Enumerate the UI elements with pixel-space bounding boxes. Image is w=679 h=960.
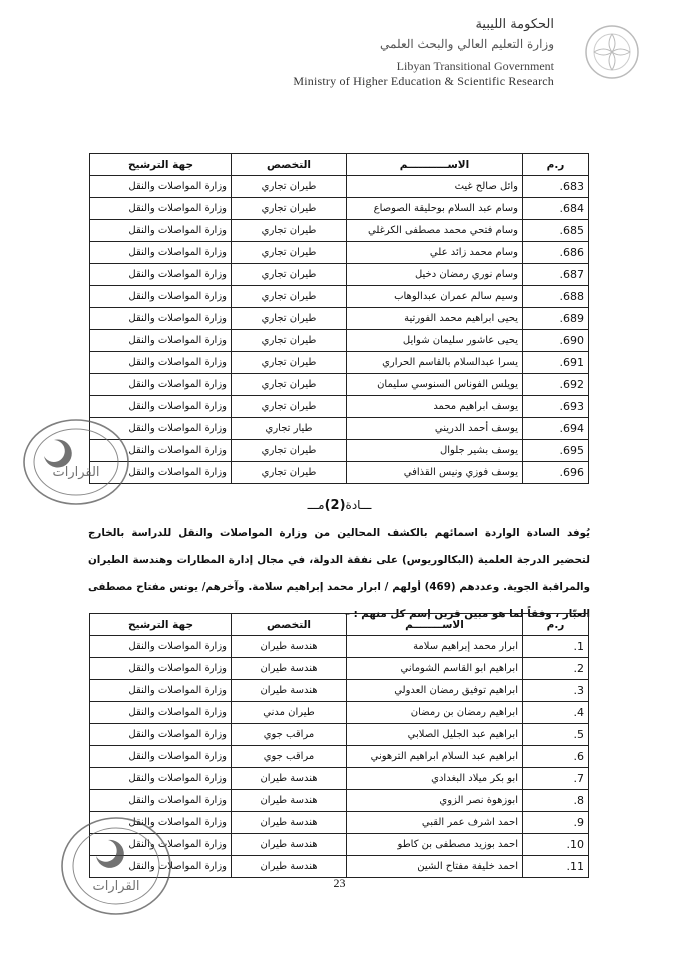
row-name: يوسف فوزي ونيس القذافي <box>347 462 523 484</box>
row-specialization: طيران تجاري <box>232 220 347 242</box>
table-row <box>90 352 589 374</box>
row-num: .688 <box>523 286 589 308</box>
row-specialization: طيران تجاري <box>232 352 347 374</box>
row-name: ابو بكر ميلاد البغدادي <box>347 768 523 790</box>
row-num: .684 <box>523 198 589 220</box>
row-name: ابراهيم رمضان بن رمضان <box>347 702 523 724</box>
row-name: يوسف ابراهيم محمد <box>347 396 523 418</box>
row-specialization: طيران تجاري <box>232 462 347 484</box>
table-row <box>90 220 589 242</box>
row-specialization: مراقب جوي <box>232 724 347 746</box>
row-name: احمد اشرف عمر القبي <box>347 812 523 834</box>
row-name: احمد خليفة مفتاح الشين <box>347 856 523 878</box>
header-name: الاســــــــم <box>347 614 523 636</box>
row-specialization: هندسة طيران <box>232 768 347 790</box>
row-nominating-body: وزارة المواصلات والنقل <box>90 746 232 768</box>
row-num: .687 <box>523 264 589 286</box>
header-specialization: التخصص <box>232 614 347 636</box>
row-specialization: مراقب جوي <box>232 746 347 768</box>
row-specialization: هندسة طيران <box>232 790 347 812</box>
row-num: .683 <box>523 176 589 198</box>
row-specialization: طيران تجاري <box>232 330 347 352</box>
row-specialization: طيران مدني <box>232 702 347 724</box>
row-num: .695 <box>523 440 589 462</box>
row-nominating-body: وزارة المواصلات والنقل <box>90 352 232 374</box>
official-seal-icon <box>56 808 178 920</box>
row-nominating-body: وزارة المواصلات والنقل <box>90 812 232 834</box>
row-nominating-body: وزارة المواصلات والنقل <box>90 768 232 790</box>
header-num: ر.م <box>523 154 589 176</box>
row-nominating-body: وزارة المواصلات والنقل <box>90 308 232 330</box>
row-name: يحيى ابراهيم محمد الفورتية <box>347 308 523 330</box>
row-num: .3 <box>523 680 589 702</box>
row-num: .694 <box>523 418 589 440</box>
row-num: .685 <box>523 220 589 242</box>
row-nominating-body: وزارة المواصلات والنقل <box>90 198 232 220</box>
table-row <box>90 680 589 702</box>
row-specialization: هندسة طيران <box>232 636 347 658</box>
row-specialization: طيران تجاري <box>232 374 347 396</box>
table-row <box>90 330 589 352</box>
row-nominating-body: وزارة المواصلات والنقل <box>90 264 232 286</box>
row-num: .4 <box>523 702 589 724</box>
seal-text: القرارات <box>52 465 100 480</box>
header-nominating-body: جهة الترشيح <box>90 614 232 636</box>
row-num: .686 <box>523 242 589 264</box>
row-num: .11 <box>523 856 589 878</box>
row-specialization: هندسة طيران <box>232 812 347 834</box>
row-name: ابراهيم عبد السلام ابراهيم الترهوني <box>347 746 523 768</box>
official-seal-icon <box>14 410 132 510</box>
table-row <box>90 242 589 264</box>
row-nominating-body: وزارة المواصلات والنقل <box>90 702 232 724</box>
row-name: ابراهيم ابو القاسم الشوماني <box>347 658 523 680</box>
row-nominating-body: وزارة المواصلات والنقل <box>90 790 232 812</box>
row-num: .8 <box>523 790 589 812</box>
row-nominating-body: وزارة المواصلات والنقل <box>90 374 232 396</box>
row-num: .691 <box>523 352 589 374</box>
row-specialization: طيران تجاري <box>232 176 347 198</box>
row-name: يوسف أحمد الدريني <box>347 418 523 440</box>
table-row <box>90 176 589 198</box>
row-name: وسام فتحي محمد مصطفى الكرغلي <box>347 220 523 242</box>
ministry-name-en: Ministry of Higher Education & Scientific Research <box>293 74 554 88</box>
article-paragraph: يُوفد السادة الواردة اسمائهم بالكشف المحالين من وزارة المواصلات والنقل للدراسة بالخارج لتحضير الدرجة العلمية (البكالوريوس) على نفقة الدولة، في مجال إدارة المطارات وهندسة الطيران والمراقبة الجوية. وعددهم (469) أولهم / ابرار محمد إبراهيم سلامة. وآخرهم/ يونس مفتاح مصطفى العبّار ، وفقاً لما هو مبين قرين إسم كل منهم : – <box>88 527 590 620</box>
row-num: .689 <box>523 308 589 330</box>
article-number: (2) <box>324 498 346 513</box>
row-specialization: هندسة طيران <box>232 658 347 680</box>
row-specialization: طيران تجاري <box>232 286 347 308</box>
table-row <box>90 636 589 658</box>
row-nominating-body: وزارة المواصلات والنقل <box>90 330 232 352</box>
table-row <box>90 198 589 220</box>
table-row <box>90 308 589 330</box>
nominees-table-1 <box>89 153 589 484</box>
row-nominating-body: وزارة المواصلات والنقل <box>90 440 232 462</box>
row-name: احمد بوزيد مصطفى بن كاطو <box>347 834 523 856</box>
row-num: .692 <box>523 374 589 396</box>
row-specialization: طيران تجاري <box>232 308 347 330</box>
row-specialization: طيار تجاري <box>232 418 347 440</box>
row-specialization: طيران تجاري <box>232 396 347 418</box>
row-name: ابوزهوة نصر الزوي <box>347 790 523 812</box>
row-nominating-body: وزارة المواصلات والنقل <box>90 724 232 746</box>
table-row <box>90 746 589 768</box>
row-nominating-body: وزارة المواصلات والنقل <box>90 242 232 264</box>
row-nominating-body: وزارة المواصلات والنقل <box>90 834 232 856</box>
table-row <box>90 658 589 680</box>
header-nominating-body: جهة الترشيح <box>90 154 232 176</box>
header-specialization: التخصص <box>232 154 347 176</box>
row-name: وائل صالح غيث <box>347 176 523 198</box>
table-row <box>90 702 589 724</box>
row-name: ابراهيم توفيق رمضان العدولي <box>347 680 523 702</box>
row-name: يوسف بشير جلوال <box>347 440 523 462</box>
table-row <box>90 768 589 790</box>
row-name: وسيم سالم عمران عبدالوهاب <box>347 286 523 308</box>
table-row <box>90 462 589 484</box>
row-num: .9 <box>523 812 589 834</box>
row-specialization: هندسة طيران <box>232 680 347 702</box>
ministry-emblem-icon <box>582 22 642 82</box>
table-row <box>90 440 589 462</box>
row-nominating-body: وزارة المواصلات والنقل <box>90 462 232 484</box>
article-heading <box>0 498 679 518</box>
row-specialization: طيران تجاري <box>232 198 347 220</box>
page-number: 23 <box>333 876 346 890</box>
table-row <box>90 724 589 746</box>
row-nominating-body: وزارة المواصلات والنقل <box>90 856 232 878</box>
row-num: .693 <box>523 396 589 418</box>
row-nominating-body: وزارة المواصلات والنقل <box>90 636 232 658</box>
row-num: .2 <box>523 658 589 680</box>
seal-text: القرارات <box>92 879 140 894</box>
row-name: وسام عبد السلام بوحليقة الصوصاع <box>347 198 523 220</box>
row-num: .696 <box>523 462 589 484</box>
row-num: .7 <box>523 768 589 790</box>
row-specialization: طيران تجاري <box>232 440 347 462</box>
row-nominating-body: وزارة المواصلات والنقل <box>90 680 232 702</box>
row-name: وسام محمد زائد علي <box>347 242 523 264</box>
table-header-row <box>90 614 589 636</box>
header-num: ر.م <box>523 614 589 636</box>
table-row <box>90 396 589 418</box>
row-name: وسام نوري رمضان دخيل <box>347 264 523 286</box>
row-nominating-body: وزارة المواصلات والنقل <box>90 176 232 198</box>
header-name: الاســـــــــــم <box>347 154 523 176</box>
row-nominating-body: وزارة المواصلات والنقل <box>90 658 232 680</box>
row-num: .690 <box>523 330 589 352</box>
government-name-en: Libyan Transitional Government <box>396 59 554 73</box>
row-specialization: هندسة طيران <box>232 834 347 856</box>
row-name: يويلس الفوناس السنوسي سليمان <box>347 374 523 396</box>
row-num: .6 <box>523 746 589 768</box>
row-nominating-body: وزارة المواصلات والنقل <box>90 220 232 242</box>
row-name: ابرار محمد إبراهيم سلامة <box>347 636 523 658</box>
row-nominating-body: وزارة المواصلات والنقل <box>90 418 232 440</box>
row-nominating-body: وزارة المواصلات والنقل <box>90 286 232 308</box>
row-specialization: طيران تجاري <box>232 242 347 264</box>
article-suffix: ـــادة <box>345 498 372 512</box>
row-specialization: هندسة طيران <box>232 856 347 878</box>
table-row <box>90 264 589 286</box>
table-row <box>90 418 589 440</box>
table-row <box>90 374 589 396</box>
article-prefix: مـــ <box>307 498 325 512</box>
letterhead <box>214 18 554 87</box>
table-row <box>90 286 589 308</box>
row-name: ابراهيم عبد الجليل الصلابي <box>347 724 523 746</box>
row-name: يسرا عبدالسلام بالقاسم الحراري <box>347 352 523 374</box>
ministry-name-ar: وزارة التعليم العالي والبحث العلمي <box>380 37 554 51</box>
row-num: .5 <box>523 724 589 746</box>
row-nominating-body: وزارة المواصلات والنقل <box>90 396 232 418</box>
table-header-row <box>90 154 589 176</box>
government-name-ar: الحكومة الليبية <box>475 17 554 32</box>
row-num: .10 <box>523 834 589 856</box>
row-specialization: طيران تجاري <box>232 264 347 286</box>
row-num: .1 <box>523 636 589 658</box>
row-name: يحيى عاشور سليمان شوايل <box>347 330 523 352</box>
